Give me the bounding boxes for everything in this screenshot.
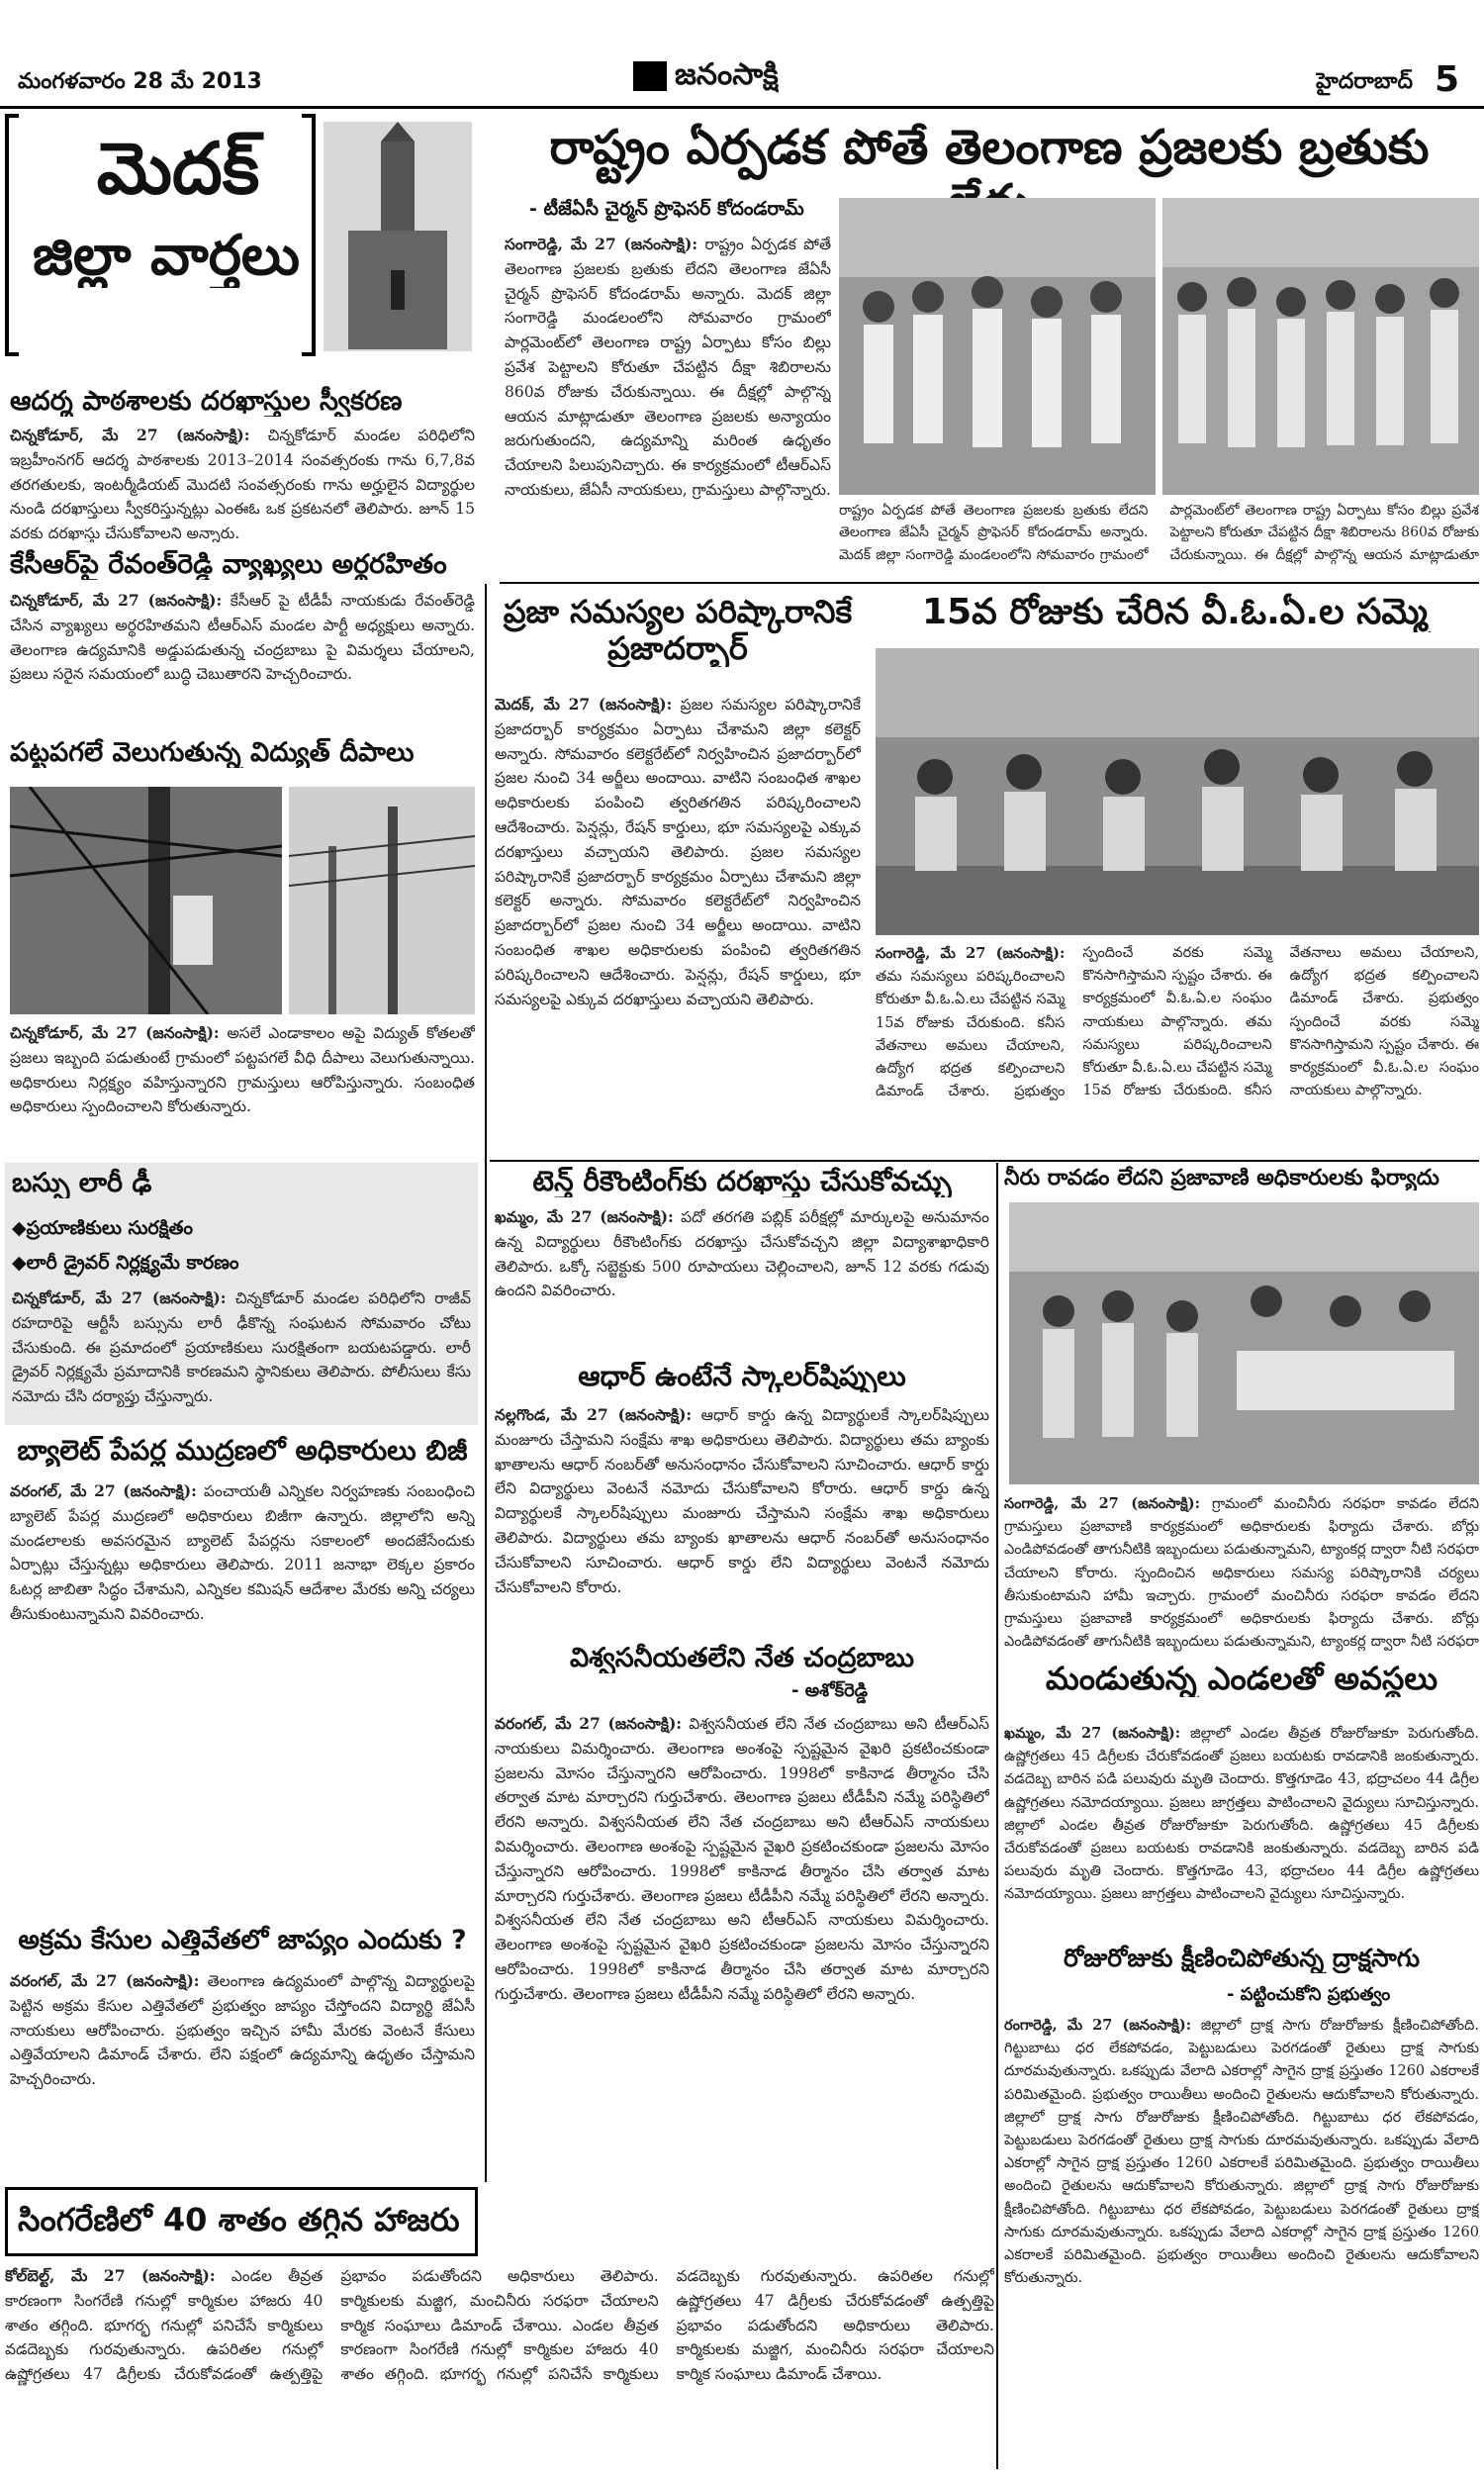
story-vro-body: సంగారెడ్డి, మే 27 (జనంసాక్షి): తమ సమస్యలు పరిష్కరించాలని కోరుతూ వీ.ఓ.ఏ.లు చేపట్టిన సమ్మె 15వ రోజుకు చేరుకుంది. కనీస వేతనాలు అమలు చేయాలని, ఉద్యోగ భద్రత కల్పించాలని డిమాండ్ చేశారు. ప్రభుత్వం స్పందించే వరకు సమ్మె కొనసాగిస్తామని స్పష్టం చేశారు. ఈ కార్యక్రమంలో వీ.ఓ.ఏ.ల సంఘం నాయకులు పాల్గొన్నారు. తమ సమస్యలు పరిష్కరించాలని కోరుతూ వీ.ఓ.ఏ.లు చేపట్టిన సమ్మె 15వ రోజుకు చేరుకుంది. కనీస వేతనాలు అమలు చేయాలని, ఉద్యోగ భద్రత కల్పించాలని డిమాండ్ చేశారు. ప్రభుత్వం స్పందించే వరకు సమ్మె కొనసాగిస్తామని స్పష్టం చేశారు. ఈ కార్యక్రమంలో వీ.ఓ.ఏ.ల సంఘం నాయకులు పాల్గొన్నారు. bbox=[876, 945, 1479, 1100]
story-singareni-headline-box bbox=[5, 2187, 478, 2256]
section-title-line2: జిల్లా వార్తలు bbox=[32, 225, 301, 288]
column-divider bbox=[485, 584, 487, 2182]
edition-city: హైదరాబాద్ bbox=[1316, 69, 1413, 94]
story-prajadarbar-body: మెదక్, మే 27 (జనంసాక్షి): ప్రజల సమస్యల పరిష్కారానికే ప్రజాదర్బార్ కార్యక్రమం ఏర్పాటు చేశామని జిల్లా కలెక్టర్ అన్నారు. సోమవారం కలెక్టరేట్‌లో నిర్వహించిన ప్రజాదర్బార్‌లో ప్రజల నుంచి 34 అర్జీలు అందాయి. వాటిని సంబంధిత శాఖల అధికారులకు పంపించి త్వరితగతిన పరిష్కరించాలని ఆదేశించారు. పెన్షన్లు, రేషన్ కార్డులు, భూ సమస్యలపై ఎక్కువ దరఖాస్తులు వచ్చాయని తెలిపారు. ప్రజల సమస్యల పరిష్కారానికే ప్రజాదర్బార్ కార్యక్రమం ఏర్పాటు చేశామని జిల్లా కలెక్టర్ అన్నారు. సోమవారం కలెక్టరేట్‌లో నిర్వహించిన ప్రజాదర్బార్‌లో ప్రజల నుంచి 34 అర్జీలు అందాయి. వాటిని సంబంధిత శాఖల అధికారులకు పంపించి త్వరితగతిన పరిష్కరించాలని ఆదేశించారు. పెన్షన్లు, రేషన్ కార్డులు, భూ సమస్యలపై ఎక్కువ దరఖాస్తులు వచ్చాయని తెలిపారు. bbox=[495, 695, 861, 1008]
church-photo bbox=[324, 122, 472, 351]
water-complaint-photo bbox=[1009, 1202, 1479, 1484]
story-telangana-text: రాష్ట్రం ఏర్పడక పోతే తెలంగాణ ప్రజలకు బ్రతుకు లేదని తెలంగాణ జేఏసీ చైర్మన్ ప్రొఫెసర్ కోదండరామ్ అన్నారు. మెదక్ జిల్లా సంగారెడ్డి మండలంలోని సోమవారం గ్రామంలో పార్లమెంట్‌లో తెలంగాణ రాష్ట్ర ఏర్పాటు కోసం బిల్లు ప్రవేశ పెట్టాలని కోరుతూ చేపట్టిన దీక్షా శిబిరాలను 860వ రోజుకు చేరుకున్నాయి. ఈ దీక్షల్లో పాల్గొన్న ఆయన మాట్లాడుతూ తెలంగాణ ప్రజలకు అన్యాయం జరుగుతుందని, ఉద్యమాన్ని మరింత ఉధృతం చేయాలని పిలుపునిచ్చారు. ఈ కార్యక్రమంలో టీఆర్ఎస్ నాయకులు, జేఏసీ నాయకులు, గ్రామస్తులు పాల్గొన్నారు. bbox=[505, 236, 831, 499]
story-chandrababu-body: వరంగల్, మే 27 (జనంసాక్షి): విశ్వసనీయత లేని నేత చంద్రబాబు అని టీఆర్ఎస్ నాయకులు విమర్శించారు. తెలంగాణ అంశంపై స్పష్టమైన వైఖరి ప్రకటించకుండా ప్రజలను మోసం చేస్తున్నారని ఆరోపించారు. 1998లో కాకినాడ తీర్మానం చేసి తర్వాత మాట మార్చారని గుర్తుచేశారు. తెలంగాణ ప్రజలు టీడీపీని నమ్మే పరిస్థితిలో లేరని అన్నారు. విశ్వసనీయత లేని నేత చంద్రబాబు అని టీఆర్ఎస్ నాయకులు విమర్శించారు. తెలంగాణ అంశంపై స్పష్టమైన వైఖరి ప్రకటించకుండా ప్రజలను మోసం చేస్తున్నారని ఆరోపించారు. 1998లో కాకినాడ తీర్మానం చేసి తర్వాత మాట మార్చారని గుర్తుచేశారు. తెలంగాణ ప్రజలు టీడీపీని నమ్మే పరిస్థితిలో లేరని అన్నారు. విశ్వసనీయత లేని నేత చంద్రబాబు అని టీఆర్ఎస్ నాయకులు విమర్శించారు. తెలంగాణ అంశంపై స్పష్టమైన వైఖరి ప్రకటించకుండా ప్రజలను మోసం చేస్తున్నారని ఆరోపించారు. 1998లో కాకినాడ తీర్మానం చేసి తర్వాత మాట మార్చారని గుర్తుచేశారు. తెలంగాణ ప్రజలు టీడీపీని నమ్మే పరిస్థితిలో లేరని అన్నారు. bbox=[495, 1714, 989, 2003]
divider bbox=[500, 582, 1479, 584]
vro-strike-photo bbox=[876, 648, 1479, 935]
paper-name: జనంసాక్షి bbox=[675, 57, 779, 92]
story-tenth-headline: టెన్త్ రీకౌంటింగ్‌కు దరఖాస్తు చేసుకోవచ్చు bbox=[532, 1166, 952, 1197]
story-ballot-body: వరంగల్, మే 27 (జనంసాక్షి): పంచాయతీ ఎన్నికల నిర్వహణకు సంబంధించి బ్యాలెట్ పేపర్ల ముద్రణలో అధికారులు బిజీగా ఉన్నారు. జిల్లాలోని అన్ని మండలాలకు అవసరమైన బ్యాలెట్ పేపర్లను సకాలంలో అందజేసేందుకు ఏర్పాట్లు చేస్తున్నట్లు అధికారులు తెలిపారు. 2011 జనాభా లెక్కల ప్రకారం ఓటర్ల జాబితా సిద్ధం చేశామని, ఎన్నికల కమిషన్ ఆదేశాల మేరకు అన్ని చర్యలు తీసుకుంటున్నామని వివరించారు. bbox=[10, 1481, 475, 1623]
story-singareni-headline: సింగరేణిలో 40 శాతం తగ్గిన హాజరు bbox=[18, 2202, 460, 2238]
issue-date: మంగళవారం 28 మే 2013 bbox=[18, 69, 262, 94]
story-bus-body: చిన్నకోడూర్, మే 27 (జనంసాక్షి): చిన్నకోడూర్ మండల పరిధిలోని రాజీవ్ రహదారిపై ఆర్టీసీ బస్సును లారీ ఢీకొన్న సంఘటన సోమవారం చోటు చేసుకుంది. ఈ ప్రమాదంలో ప్రయాణికులు సురక్షితంగా బయటపడ్డారు. లారీ డ్రైవర్ నిర్లక్ష్యమే ప్రమాదానికి కారణమని స్థానికులు తెలిపారు. పోలీసులు కేసు నమోదు చేసి దర్యాప్తు చేస్తున్నారు. bbox=[12, 1288, 471, 1406]
story-telangana-dateline: సంగారెడ్డి, మే 27 (జనంసాక్షి): bbox=[505, 235, 698, 253]
story-telangana-continued: రాష్ట్రం ఏర్పడక పోతే తెలంగాణ ప్రజలకు బ్రతుకు లేదని తెలంగాణ జేఏసీ చైర్మన్ ప్రొఫెసర్ కోదండరామ్ అన్నారు. మెదక్ జిల్లా సంగారెడ్డి మండలంలోని సోమవారం గ్రామంలో పార్లమెంట్‌లో తెలంగాణ రాష్ట్ర ఏర్పాటు కోసం బిల్లు ప్రవేశ పెట్టాలని కోరుతూ చేపట్టిన దీక్షా శిబిరాలను 860వ రోజుకు చేరుకున్నాయి. ఈ దీక్షల్లో పాల్గొన్న ఆయన మాట్లాడుతూ bbox=[839, 503, 1479, 563]
story-aadhaar-headline: ఆధార్ ఉంటేనే స్కాలర్‌షిప్పులు bbox=[578, 1361, 906, 1392]
column-divider bbox=[996, 1163, 998, 2469]
story-kcr-body: చిన్నకోడూర్, మే 27 (జనంసాక్షి): కేసీఆర్ పై టీడీపీ నాయకుడు రేవంత్‌రెడ్డి చేసిన వ్యాఖ్యలు అర్థరహితమని టీఆర్ఎస్ మండల పార్టీ అధ్యక్షులు అన్నారు. తెలంగాణ ఉద్యమానికి అడ్డుపడుతున్న చంద్రబాబు పై విమర్శలు చేయాలని, ప్రజలు సరైన సమయంలో బుద్ధి చెబుతారని హెచ్చరించారు. bbox=[10, 591, 475, 684]
story-grapes-byline: - పట్టించుకోని ప్రభుత్వం bbox=[1227, 1984, 1391, 2005]
power-pole-photo-1 bbox=[10, 787, 282, 1014]
story-water-headline: నీరు రావడం లేదని ప్రజావాణి అధికారులకు ఫిర్యాదు bbox=[1004, 1166, 1439, 1190]
logo-emblem-icon bbox=[633, 61, 667, 91]
telangana-photo-1 bbox=[839, 198, 1156, 495]
paper-logo bbox=[633, 57, 779, 99]
story-bus-bullets bbox=[12, 1209, 467, 1286]
story-kcr-headline: కేసీఆర్‌పై రేవంత్‌రెడ్డి వ్యాఖ్యలు అర్థరహితం bbox=[10, 549, 447, 580]
bullet-item: ◆ ప్రయాణికులు సురక్షితం bbox=[12, 1217, 467, 1244]
power-pole-photo-2 bbox=[289, 787, 475, 1014]
story-ballot-headline: బ్యాలెట్ పేపర్ల ముద్రణలో అధికారులు బిజీ bbox=[17, 1435, 468, 1467]
story-grapes-headline: రోజురోజుకు క్షీణించిపోతున్న ద్రాక్షసాగు bbox=[1064, 1945, 1420, 1972]
section-title-box bbox=[5, 114, 475, 356]
story-telangana-headline: రాష్ట్రం ఏర్పడక పోతే తెలంగాణ ప్రజలకు బ్రతుకు bbox=[549, 121, 1430, 175]
story-heat-body: ఖమ్మం, మే 27 (జనంసాక్షి): జిల్లాలో ఎండల తీవ్రత రోజురోజుకూ పెరుగుతోంది. ఉష్ణోగ్రతలు 45 డిగ్రీలకు చేరుకోవడంతో ప్రజలు బయటకు రావడానికి జంకుతున్నారు. వడదెబ్బ బారిన పడి పలువురు మృతి చెందారు. కొత్తగూడెం 43, భద్రాచలం 44 డిగ్రీల ఉష్ణోగ్రతలు నమోదయ్యాయి. ప్రజలు జాగ్రత్తలు పాటించాలని వైద్యులు సూచిస్తున్నారు. జిల్లాలో ఎండల తీవ్రత రోజురోజుకూ పెరుగుతోంది. ఉష్ణోగ్రతలు 45 డిగ్రీలకు చేరుకోవడంతో ప్రజలు బయటకు రావడానికి జంకుతున్నారు. వడదెబ్బ బారిన పడి పలువురు మృతి చెందారు. కొత్తగూడెం 43, భద్రాచలం 44 డిగ్రీల ఉష్ణోగ్రతలు నమోదయ్యాయి. ప్రజలు జాగ్రత్తలు పాటించాలని వైద్యులు సూచిస్తున్నారు. bbox=[1004, 1725, 1479, 1903]
story-heat-headline: మండుతున్న ఎండలతో అవస్థలు bbox=[1045, 1661, 1438, 1697]
story-aadhaar-body: నల్లగొండ, మే 27 (జనంసాక్షి): ఆధార్ కార్డు ఉన్న విద్యార్థులకే స్కాలర్‌షిప్పులు మంజూరు చేస్తామని సంక్షేమ శాఖ అధికారులు తెలిపారు. విద్యార్థులు తమ బ్యాంకు ఖాతాలను ఆధార్ నంబర్‌తో అనుసంధానం చేసుకోవాలని సూచించారు. ఆధార్ కార్డు లేని విద్యార్థులు వెంటనే నమోదు చేసుకోవాలని కోరారు. ఆధార్ కార్డు ఉన్న విద్యార్థులకే స్కాలర్‌షిప్పులు మంజూరు చేస్తామని సంక్షేమ శాఖ అధికారులు తెలిపారు. విద్యార్థులు తమ బ్యాంకు ఖాతాలను ఆధార్ నంబర్‌తో అనుసంధానం చేసుకోవాలని సూచించారు. ఆధార్ కార్డు లేని విద్యార్థులు వెంటనే నమోదు చేసుకోవాలని కోరారు. bbox=[495, 1405, 989, 1596]
story-illegal-body: వరంగల్, మే 27 (జనంసాక్షి): తెలంగాణ ఉద్యమంలో పాల్గొన్న విద్యార్థులపై పెట్టిన అక్రమ కేసుల ఎత్తివేతలో ప్రభుత్వం జాప్యం చేస్తోందని విద్యార్థి జేఏసీ నాయకులు ఆరోపించారు. ప్రభుత్వం ఇచ్చిన హామీ మేరకు వెంటనే కేసులు ఎత్తివేయాలని డిమాండ్ చేశారు. లేని పక్షంలో ఉద్యమాన్ని ఉధృతం చేస్తామని హెచ్చరించారు. bbox=[10, 1971, 475, 2089]
story-chandrababu-headline: విశ్వసనీయతలేని నేత చంద్రబాబు bbox=[569, 1643, 915, 1673]
story-bus-headline: బస్సు లారీ ఢీ bbox=[12, 1168, 152, 1198]
page-number: 5 bbox=[1435, 59, 1460, 100]
story-telangana-byline: - టీజేఏసీ చైర్మన్ ప్రొఫెసర్ కోదండరామ్ bbox=[529, 198, 804, 220]
story-water-body: సంగారెడ్డి, మే 27 (జనంసాక్షి): గ్రామంలో మంచినీరు సరఫరా కావడం లేదని గ్రామస్తులు ప్రజావాణి కార్యక్రమంలో అధికారులకు ఫిర్యాదు చేశారు. బోర్లు ఎండిపోవడంతో తాగునీటికి ఇబ్బందులు పడుతున్నామని, ట్యాంకర్ల ద్వారా నీటి సరఫరా చేయాలని కోరారు. స్పందించిన అధికారులు సమస్య పరిష్కారానికి చర్యలు తీసుకుంటామని హామీ ఇచ్చారు. గ్రామంలో మంచినీరు సరఫరా కావడం లేదని గ్రామస్తులు ప్రజావాణి కార్యక్రమంలో అధికారులకు ఫిర్యాదు చేశారు. బోర్లు ఎండిపోవడంతో తాగునీటికి ఇబ్బందులు పడుతున్నామని, ట్యాంకర్ల ద్వారా నీటి సరఫరా bbox=[1004, 1495, 1479, 1651]
story-scholarship-body: చిన్నకోడూర్, మే 27 (జనంసాక్షి): చిన్నకోడూర్ మండల పరిధిలోని ఇబ్రహీంనగర్ ఆదర్శ పాఠశాలకు 2013–2014 సంవత్సరంకు గాను 6,7,8వ తరగతులకు, ఇంటర్మీడియట్ మొదటి సంవత్సరంకు గాను అర్హులైన విద్యార్థుల నుండి దరఖాస్తులు స్వీకరిస్తున్నట్లు ఎంఈఓ ఒక ప్రకటనలో తెలిపారు. జూన్ 15 వరకు దరఖాస్తు చేసుకోవాలని అన్నారు. bbox=[10, 426, 475, 542]
section-title-line1: మెదక్ bbox=[96, 128, 260, 210]
masthead bbox=[0, 0, 1484, 109]
story-power-headline: పట్టపగలే వెలుగుతున్న విద్యుత్ దీపాలు bbox=[10, 737, 415, 768]
story-vro-headline: 15వ రోజుకు చేరిన వీ.ఓ.ఏ.ల సమ్మె bbox=[922, 592, 1428, 632]
story-grapes-body: రంగారెడ్డి, మే 27 (జనంసాక్షి): జిల్లాలో ద్రాక్ష సాగు రోజురోజుకు క్షీణించిపోతోంది. గిట్టుబాటు ధర లేకపోవడం, పెట్టుబడులు పెరగడంతో రైతులు ద్రాక్ష సాగుకు దూరమవుతున్నారు. ఒకప్పుడు వేలాది ఎకరాల్లో సాగైన ద్రాక్ష ప్రస్తుతం 1260 ఎకరాలకే పరిమితమైంది. ప్రభుత్వం రాయితీలు అందించి రైతులను ఆదుకోవాలని కోరుతున్నారు. జిల్లాలో ద్రాక్ష సాగు రోజురోజుకు క్షీణించిపోతోంది. గిట్టుబాటు ధర లేకపోవడం, పెట్టుబడులు పెరగడంతో రైతులు ద్రాక్ష సాగుకు దూరమవుతున్నారు. ఒకప్పుడు వేలాది ఎకరాల్లో సాగైన ద్రాక్ష ప్రస్తుతం 1260 ఎకరాలకే పరిమితమైంది. ప్రభుత్వం రాయితీలు అందించి రైతులను ఆదుకోవాలని కోరుతున్నారు. జిల్లాలో ద్రాక్ష సాగు రోజురోజుకు క్షీణించిపోతోంది. గిట్టుబాటు ధర లేకపోవడం, పెట్టుబడులు పెరగడంతో రైతులు ద్రాక్ష సాగుకు దూరమవుతున్నారు. ఒకప్పుడు వేలాది ఎకరాల్లో సాగైన ద్రాక్ష ప్రస్తుతం 1260 ఎకరాలకే పరిమితమైంది. ప్రభుత్వం రాయితీలు అందించి రైతులను ఆదుకోవాలని కోరుతున్నారు. bbox=[1004, 2017, 1479, 2287]
story-chandrababu-byline: - అశోక్‌రెడ్డి bbox=[791, 1680, 869, 1701]
story-illegal-headline: అక్రమ కేసుల ఎత్తివేతలో జాప్యం ఎందుకు ? bbox=[18, 1925, 467, 1955]
story-power-body: చిన్నకోడూర్, మే 27 (జనంసాక్షి): అసలే ఎండాకాలం అపై విద్యుత్ కోతలతో ప్రజలు ఇబ్బంది పడుతుంటే గ్రామంలో పట్టపగలే వీధి దీపాలు వెలుగుతున్నాయి. అధికారులు నిర్లక్ష్యం వహిస్తున్నారని గ్రామస్తులు ఆరోపిస్తున్నారు. సంబంధిత అధికారులు స్పందించాలని కోరుతున్నారు. bbox=[10, 1023, 475, 1116]
telangana-photo-2 bbox=[1162, 198, 1479, 495]
story-tenth-body: ఖమ్మం, మే 27 (జనంసాక్షి): పదో తరగతి పబ్లిక్ పరీక్షల్లో మార్కులపై అనుమానం ఉన్న విద్యార్థులు రీకౌంటింగ్‌కు దరఖాస్తు చేసుకోవచ్చని జిల్లా విద్యాశాఖాధికారి తెలిపారు. ఒక్కో సబ్జెక్టుకు 500 రూపాయలు చెల్లించాలని, జూన్ 12 వరకు గడువు ఉందని వివరించారు. bbox=[495, 1207, 989, 1300]
story-singareni-body: కోల్‌బెల్ట్, మే 27 (జనంసాక్షి): ఎండల తీవ్రత కారణంగా సింగరేణి గనుల్లో కార్మికుల హాజరు 40 శాతం తగ్గింది. భూగర్భ గనుల్లో పనిచేసే కార్మికులు వడదెబ్బకు గురవుతున్నారు. ఉపరితల గనుల్లో ఉష్ణోగ్రతలు 47 డిగ్రీలకు చేరుకోవడంతో ఉత్పత్తిపై ప్రభావం పడుతోందని అధికారులు తెలిపారు. కార్మికులకు మజ్జిగ, మంచినీరు సరఫరా చేయాలని కార్మిక సంఘాలు డిమాండ్ చేశాయి. ఎండల తీవ్రత కారణంగా సింగరేణి గనుల్లో కార్మికుల హాజరు 40 శాతం తగ్గింది. భూగర్భ గనుల్లో పనిచేసే కార్మికులు వడదెబ్బకు గురవుతున్నారు. ఉపరితల గనుల్లో ఉష్ణోగ్రతలు 47 డిగ్రీలకు చేరుకోవడంతో ఉత్పత్తిపై ప్రభావం పడుతోందని అధికారులు తెలిపారు. కార్మికులకు మజ్జిగ, మంచినీరు సరఫరా చేయాలని కార్మిక సంఘాలు డిమాండ్ చేశాయి. bbox=[5, 2266, 994, 2384]
bullet-item: ◆ లారీ డ్రైవర్ నిర్లక్ష్యమే కారణం bbox=[12, 1252, 467, 1279]
divider bbox=[490, 1160, 1479, 1162]
story-telangana-body bbox=[505, 233, 831, 559]
story-prajadarbar-headline: ప్రజా సమస్యల పరిష్కారానికే ప్రజాదర్బార్ bbox=[503, 594, 853, 667]
story-scholarship-headline: ఆదర్శ పాఠశాలకు దరఖాస్తుల స్వీకరణ bbox=[10, 386, 403, 417]
